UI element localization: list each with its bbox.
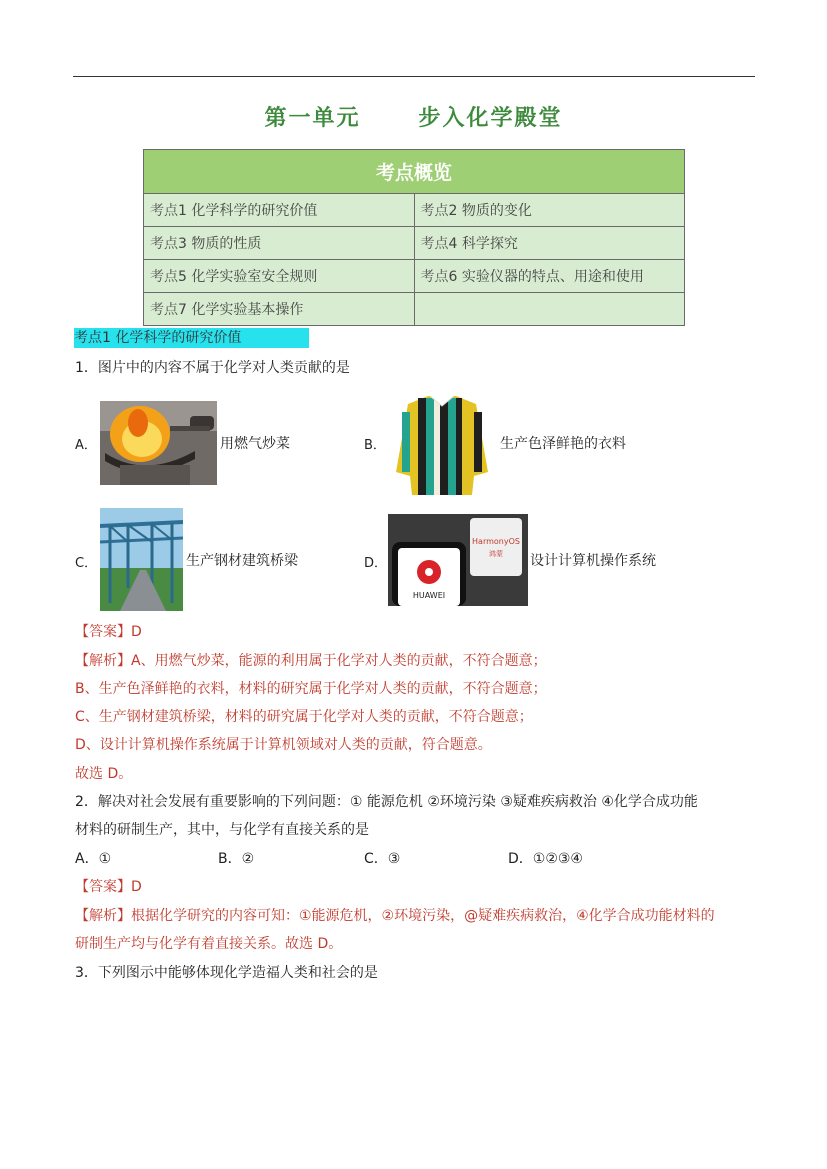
question-2-stem-line2: 材料的研制生产，其中，与化学有直接关系的是	[75, 822, 369, 838]
option-a-label: A．	[75, 438, 97, 453]
answer-1: 【答案】D	[75, 624, 142, 640]
option-b: B．②	[218, 851, 255, 867]
option-d: D．①②③④	[508, 851, 583, 867]
question-3-stem: 3．下列图示中能够体现化学造福人类和社会的是	[75, 965, 378, 981]
analysis-2-line2: 研制生产均与化学有着直接关系。故选 D。	[75, 936, 343, 952]
overview-empty-cell	[414, 293, 685, 326]
analysis-1-line-b: B、生产色泽鲜艳的衣料，材料的研究属于化学对人类的贡献，不符合题意；	[75, 681, 547, 697]
overview-item: 考点5 化学实验室安全规则	[144, 260, 415, 293]
header-rule	[73, 76, 755, 77]
stir-fry-photo	[100, 401, 217, 485]
analysis-1-line-d: D、设计计算机操作系统属于计算机领域对人类的贡献，符合题意。	[75, 737, 492, 753]
svg-text:HUAWEI: HUAWEI	[412, 591, 446, 600]
huawei-phone-photo	[388, 514, 528, 606]
option-b-text: 生产色泽鲜艳的衣料	[500, 436, 626, 452]
option-d-label: D．	[364, 556, 388, 571]
overview-item: 考点6 实验仪器的特点、用途和使用	[414, 260, 685, 293]
steel-bridge-photo	[100, 508, 183, 611]
option-b-label: B．	[364, 438, 386, 453]
overview-item: 考点4 科学探究	[414, 227, 685, 260]
option-d-text: 设计计算机操作系统	[530, 553, 656, 569]
striped-shirt-photo	[388, 392, 496, 495]
svg-text:鸿蒙: 鸿蒙	[489, 550, 503, 558]
overview-heading: 考点概览	[144, 150, 685, 194]
overview-item: 考点7 化学实验基本操作	[144, 293, 415, 326]
section-heading: 考点1 化学科学的研究价值	[74, 328, 309, 348]
question-1-stem: 1．图片中的内容不属于化学对人类贡献的是	[75, 360, 350, 376]
conclusion-1: 故选 D。	[75, 766, 133, 782]
overview-item: 考点1 化学科学的研究价值	[144, 194, 415, 227]
question-2-stem-line1: 2．解决对社会发展有重要影响的下列问题：① 能源危机 ②环境污染 ③疑难疾病救治 ④化学合成功能	[75, 794, 698, 810]
answer-2: 【答案】D	[75, 879, 142, 895]
option-c: C．③	[364, 851, 401, 867]
option-a: A．①	[75, 851, 112, 867]
option-c-label: C．	[75, 556, 98, 571]
analysis-1-line-c: C、生产钢材建筑桥梁，材料的研究属于化学对人类的贡献，不符合题意；	[75, 709, 533, 725]
analysis-2-line1: 【解析】根据化学研究的内容可知：①能源危机，②环境污染，@疑难疾病救治，④化学合成功能材料的	[75, 908, 715, 924]
analysis-1-line-a: 【解析】A、用燃气炒菜，能源的利用属于化学对人类的贡献，不符合题意；	[75, 653, 547, 669]
svg-text:HarmonyOS: HarmonyOS	[472, 537, 520, 546]
overview-table	[143, 149, 685, 326]
option-a-text: 用燃气炒菜	[220, 436, 290, 452]
overview-item: 考点3 物质的性质	[144, 227, 415, 260]
page-title: 第一单元 步入化学殿堂	[264, 105, 563, 131]
overview-item: 考点2 物质的变化	[414, 194, 685, 227]
option-c-text: 生产钢材建筑桥梁	[186, 553, 298, 569]
